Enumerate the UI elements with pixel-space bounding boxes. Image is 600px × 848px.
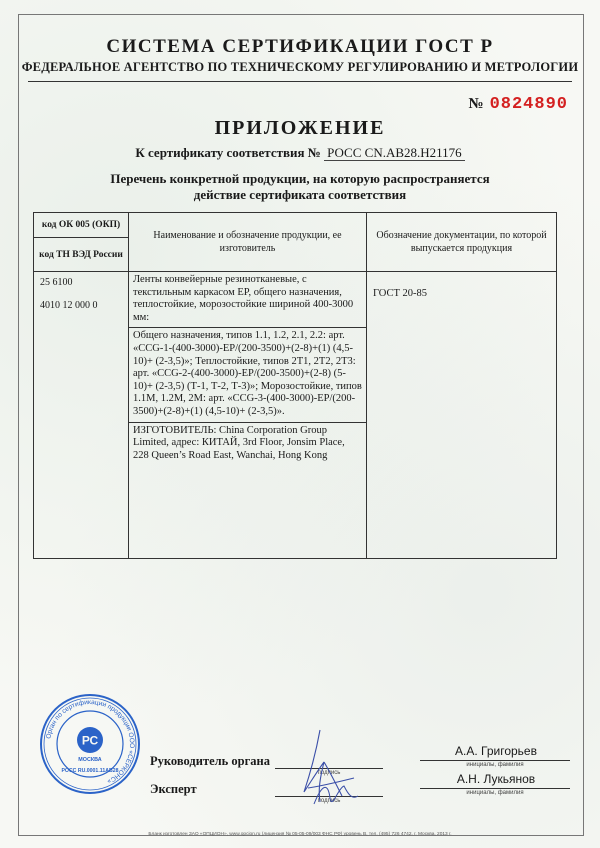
- certification-seal: [38, 692, 142, 796]
- head-name-caption: инициалы, фамилия: [466, 762, 524, 768]
- head-name-line: [420, 760, 570, 761]
- okp-code-header: код ОК 005 (ОКП): [34, 213, 128, 238]
- okp-code: 25 6100: [40, 277, 73, 288]
- expert-signature-caption: подпись: [317, 798, 341, 804]
- form-number-label: №: [468, 96, 484, 112]
- table-header-row: [34, 213, 556, 272]
- expert-label: Эксперт: [150, 782, 197, 796]
- annex-title: ПРИЛОЖЕНИЕ: [214, 117, 386, 139]
- agency-name: ФЕДЕРАЛЬНОЕ АГЕНТСТВО ПО ТЕХНИЧЕСКОМУ РЕГУЛИРОВАНИЮ И МЕТРОЛОГИИ: [21, 60, 579, 74]
- tnved-code: 4010 12 000 0: [40, 300, 98, 311]
- product-summary: Ленты конвейерные резинотканевые, с текстильным каркасом EP, общего назначения, теплостойкие, морозостойкие шириной 400-3000 мм:: [129, 272, 366, 328]
- table-row: [34, 272, 556, 558]
- product-list-title-line1: Перечень конкретной продукции, на которую распространяется: [110, 171, 490, 186]
- product-list-title: [0, 171, 600, 203]
- seal-ring-text: Орган по сертификации продукции ООО «СЕРКОНС»: [45, 698, 136, 785]
- expert-name: А.Н. Лукьянов: [456, 772, 536, 786]
- manufacturer: ИЗГОТОВИТЕЛЬ: China Corporation Group Limited, адрес: КИТАЙ, 3rd Floor, Jonsim Place, 228 Queen’s Road East, Wanchai, Hong Kong: [133, 424, 345, 461]
- expert-name-caption: инициалы, фамилия: [466, 790, 524, 796]
- svg-text:РС: РС: [81, 733, 99, 748]
- certificate-reference: [0, 145, 600, 161]
- documentation-cell: [367, 272, 556, 558]
- certificate-reference-label: К сертификату соответствия №: [135, 145, 321, 160]
- head-name: А.А. Григорьев: [455, 744, 537, 758]
- footer-imprint: Бланк изготовлен ЗАО «ОПЦИОН», www.opcion.ru (лицензия № 05-05-09/003 ФНС РФ) уровень В, тел. (495) 726 4742. г. Москва, 2013 г.: [148, 832, 452, 837]
- header-divider: [28, 81, 572, 82]
- seal-reg-number: РОСС RU.0001.11АВ28: [61, 768, 119, 774]
- expert-signature-icon: [308, 774, 364, 814]
- product-types: Общего назначения, типов 1.1, 1.2, 2.1, 2.2: арт. «CCG-1-(400-3000)-EP/(200-3500)+(2-8)+(1) (4,5-10)+ (2-3,5)»; Теплостойкие, типов 2Т1, 2Т2, 2Т3: арт. «CCG-2-(400-3000)-EP/(200-3500)+(2-8) (5-10)+ (2-3,5) (Т-1, Т-2, Т-3)»; Морозостойкие, типов 1.1М, 1.2М, 2М: арт. «CCG-3-(400-3000)-EP/(200-3500)+(2-8)+(1) (4,5-10)+ (2-3,5)».: [129, 328, 366, 422]
- head-signature-caption: подпись: [317, 770, 341, 776]
- code-header-cell: [34, 213, 129, 271]
- gost-logo-icon: [77, 727, 103, 753]
- documentation-header: Обозначение документации, по которой выпускается продукция: [376, 230, 547, 254]
- product-list-title-line2: действие сертификата соответствия: [193, 187, 407, 202]
- expert-name-line: [420, 788, 570, 789]
- head-of-body-label: Руководитель органа: [150, 754, 270, 768]
- product-name-header: Наименование и обозначение продукции, ее изготовитель: [129, 213, 367, 271]
- product-description-cell: [129, 272, 367, 558]
- seal-city: МОСКВА: [78, 757, 102, 763]
- form-number-value: 0824890: [489, 95, 568, 114]
- system-title: СИСТЕМА СЕРТИФИКАЦИИ ГОСТ Р: [106, 36, 494, 57]
- product-table: [33, 212, 557, 559]
- tnved-code-header: код ТН ВЭД России: [39, 249, 123, 260]
- form-number: [469, 95, 569, 114]
- codes-cell: [34, 272, 129, 558]
- certificate-number: РОСС CN.АВ28.Н21176: [324, 145, 465, 161]
- standard-document: ГОСТ 20-85: [373, 288, 428, 299]
